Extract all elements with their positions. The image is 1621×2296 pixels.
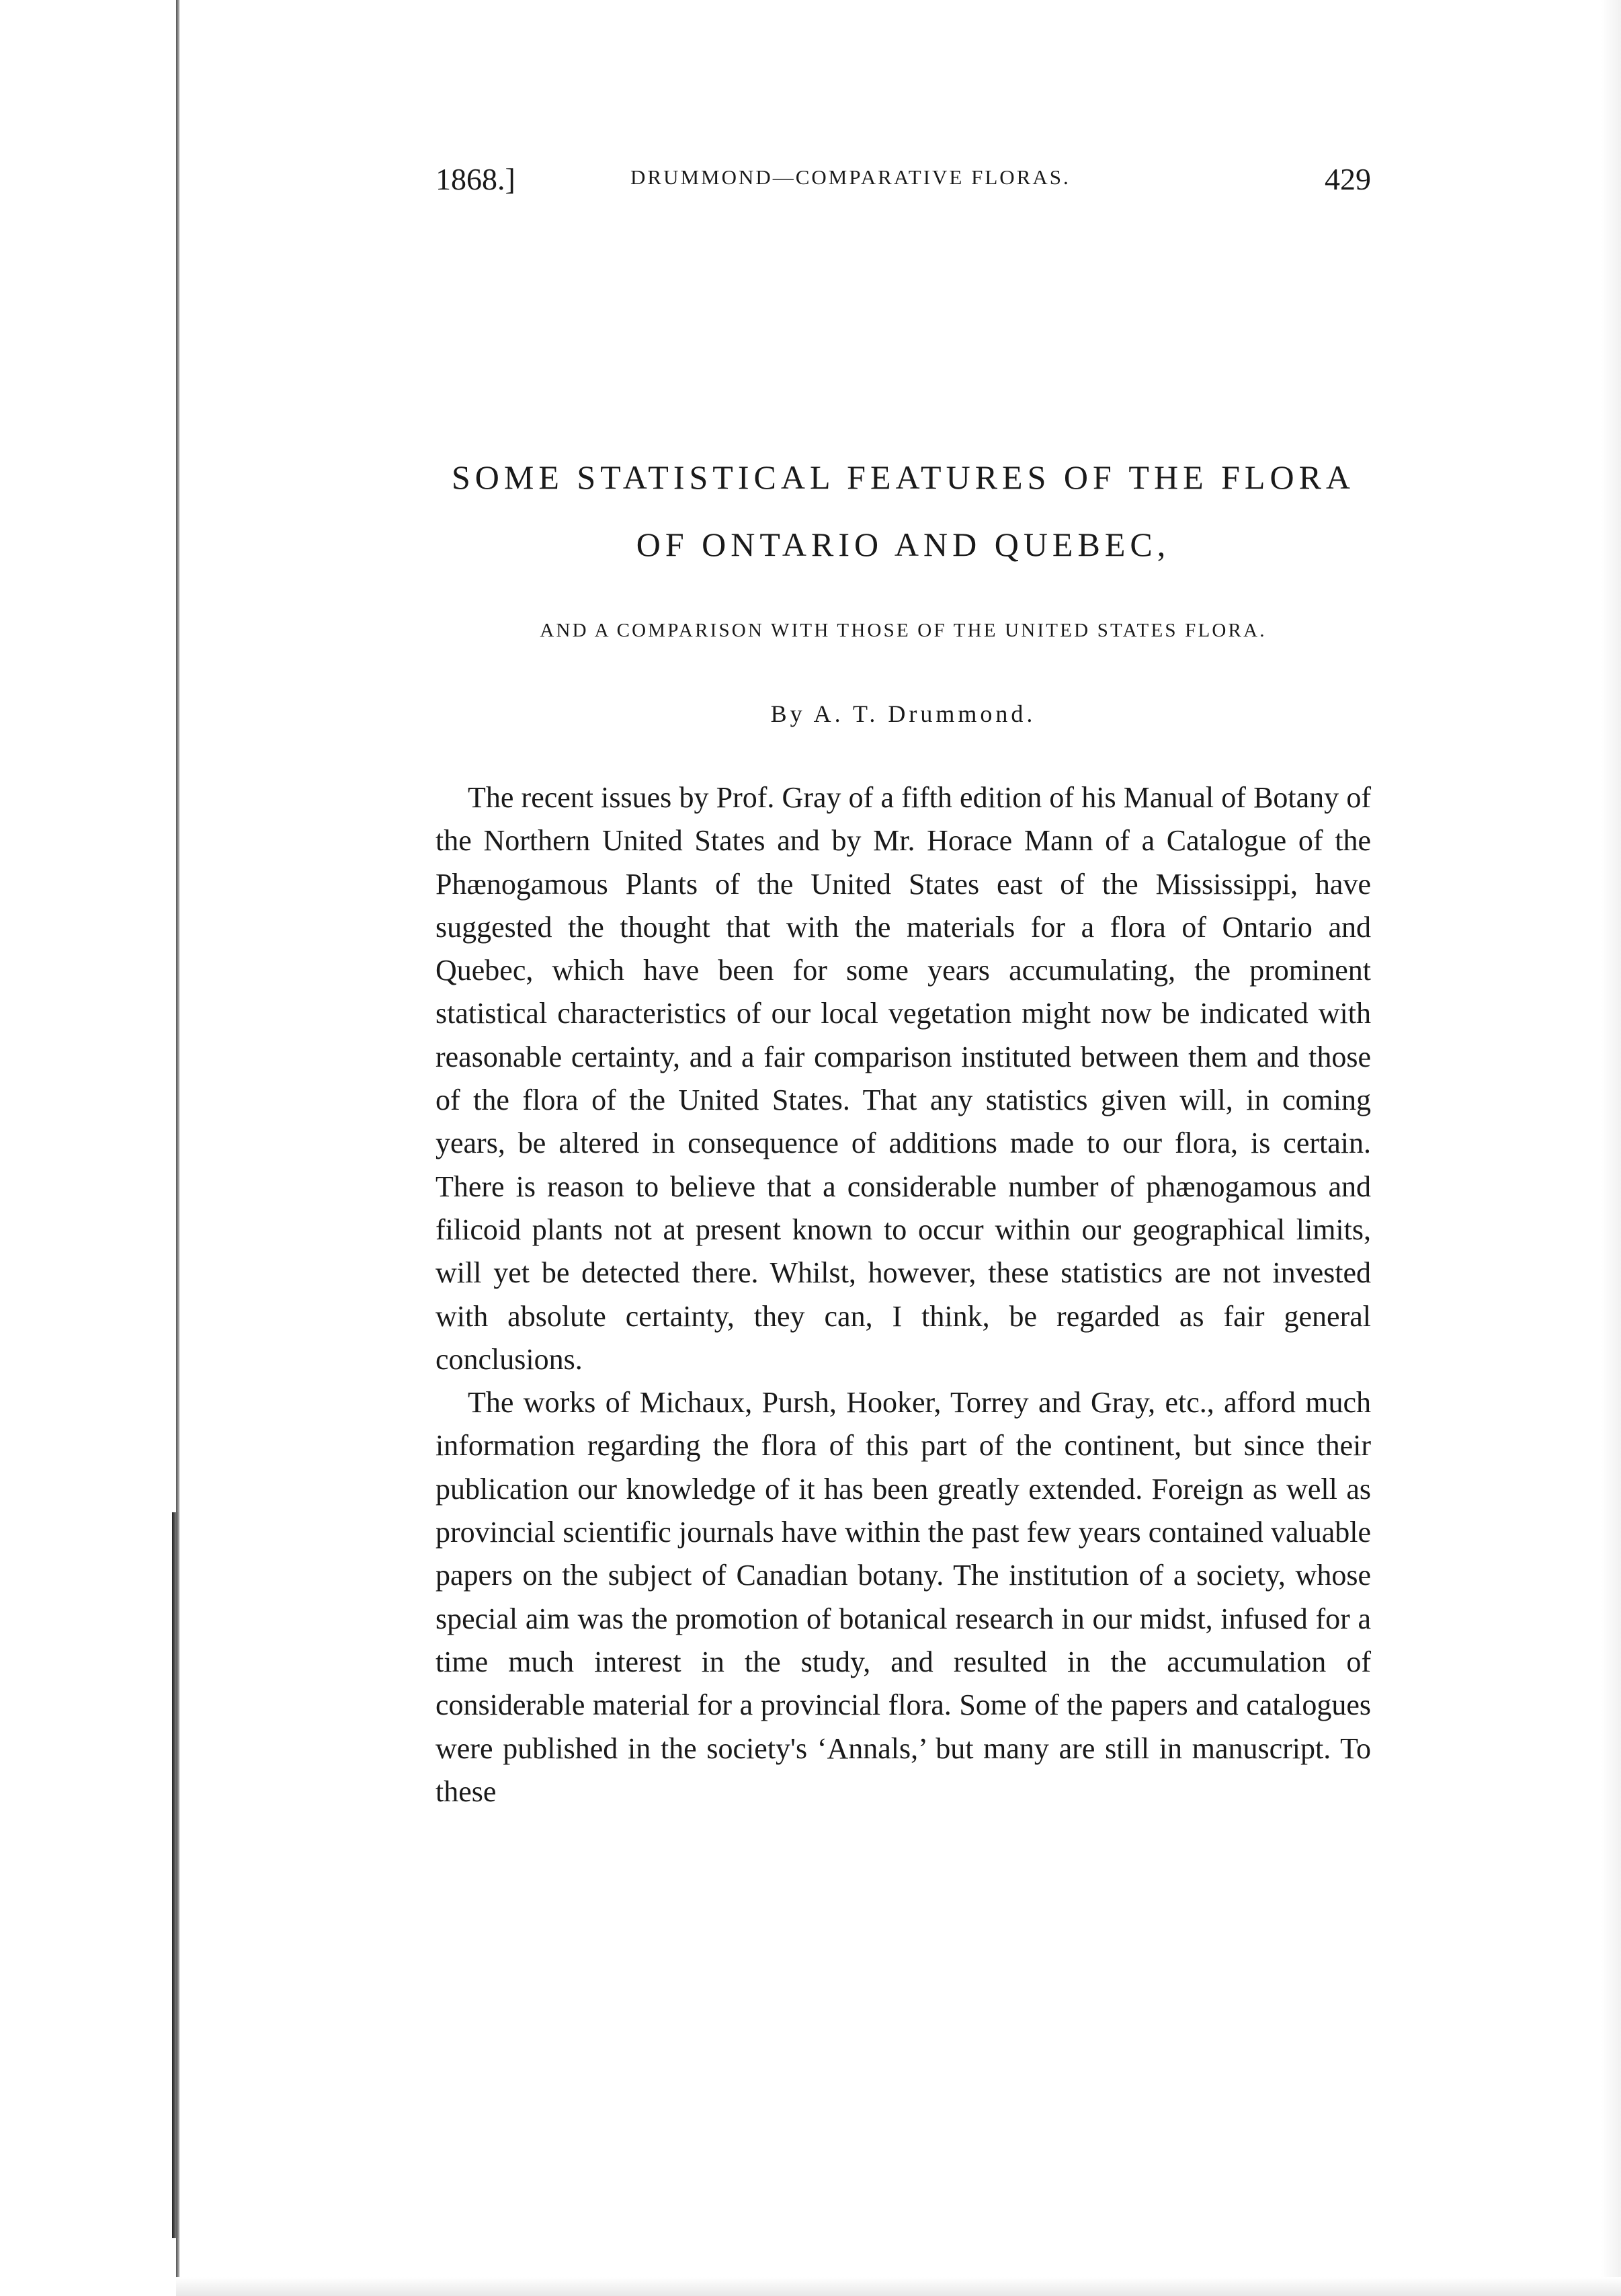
running-head-year: 1868.] [435,162,515,196]
running-head-title: DRUMMOND—COMPARATIVE FLORAS. [630,165,1071,189]
article-title-line-2: OF ONTARIO AND QUEBEC, [636,526,1171,563]
article-title-line-1: SOME STATISTICAL FEATURES OF THE FLORA [451,458,1356,496]
article-body [435,776,1371,1813]
scan-binding-shadow [172,1512,179,2238]
article-title [435,444,1371,578]
paragraph-1: The recent issues by Prof. Gray of a fifth edition of his Manual of Botany of the Northern United States and by Mr. Horace Mann of a Catalogue of the Phænogamous Plants of the United States east of the Mississippi, have suggested the thought that with the materials for a flora of Ontario and Quebec, which have been for some years accumulating, the prominent statistical characteristics of our local vegetation might now be indicated with reasonable certainty, and a fair comparison instituted between them and those of the flora of the United States. That any statistics given will, in coming years, be altered in consequence of additions made to our flora, is certain. There is reason to believe that a considerable number of phænogamous and filicoid plants not at present known to occur within our geographical limits, will yet be detected there. Whilst, however, these statistics are not invested with absolute certainty, they can, I think, be regarded as fair general conclusions. [435,781,1371,1376]
paragraph-2: The works of Michaux, Pursh, Hooker, Torrey and Gray, etc., afford much information regarding the flora of this part of the continent, but since their publication our knowledge of it has been greatly extended. Foreign as well as provincial scientific journals have within the past few years contained valuable papers on the subject of Canadian botany. The institution of a society, whose special aim was the promotion of botanical research in our midst, infused for a time much interest in the study, and resulted in the accumulation of considerable material for a provincial flora. Some of the papers and catalogues were published in the society's ‘Annals,’ but many are still in manuscript. To these [435,1386,1371,1808]
article-subtitle: AND A COMPARISON WITH THOSE OF THE UNITED STATES FLORA. [540,620,1267,641]
running-head [435,161,1371,208]
scan-right-edge [1601,0,1621,2296]
document-page [435,161,1371,1813]
scan-bottom-edge [176,2277,1621,2296]
article-byline: By A. T. Drummond. [770,700,1036,727]
page-number: 429 [1325,162,1371,196]
